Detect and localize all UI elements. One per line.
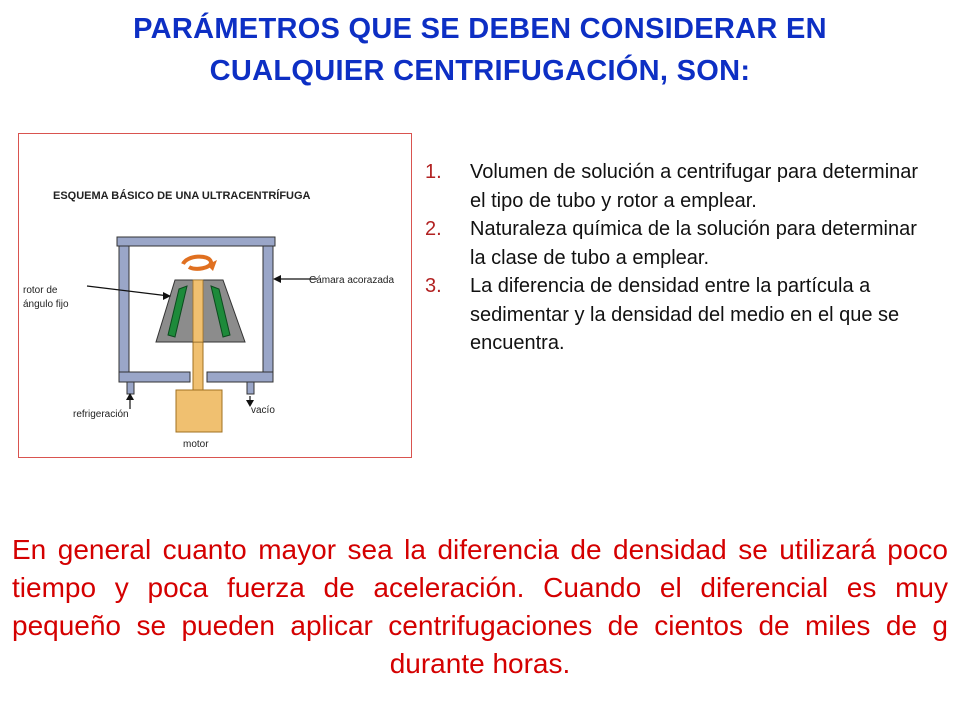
chamber-lid bbox=[117, 237, 275, 246]
refrigeration-pipe bbox=[127, 382, 134, 394]
label-rotor-2: ángulo fijo bbox=[23, 299, 69, 310]
ultracentrifuge-illustration bbox=[19, 134, 413, 459]
conclusion-paragraph: En general cuanto mayor sea la diferencia de densidad se utilizará poco tiempo y poca fuerza de aceleración. Cuando el diferencial es muy pequeño se pueden aplicar centrifugaciones de cientos de miles de g durante horas. bbox=[12, 534, 948, 679]
label-rotor-1: rotor de bbox=[23, 285, 58, 296]
list-number: 1. bbox=[425, 161, 442, 183]
rotor-hub bbox=[193, 280, 203, 342]
chamber-left-wall bbox=[119, 246, 129, 374]
vacuum-pipe bbox=[247, 382, 254, 394]
chamber-pointer-head bbox=[273, 275, 281, 283]
slide-title bbox=[60, 8, 900, 92]
list-item-text: La diferencia de densidad entre la partícula a sedimentar y la densidad del medio en el que se encuentra. bbox=[470, 275, 900, 354]
list-item bbox=[425, 215, 925, 272]
motor-block bbox=[176, 390, 222, 432]
list-item bbox=[425, 158, 925, 215]
list-item bbox=[425, 272, 925, 358]
rotation-arrow bbox=[183, 257, 211, 269]
title-line-1: PARÁMETROS QUE SE DEBEN CONSIDERAR EN bbox=[133, 13, 827, 45]
diagram-heading: ESQUEMA BÁSICO DE UNA ULTRACENTRÍFUGA bbox=[53, 190, 311, 202]
list-number: 2. bbox=[425, 218, 442, 240]
list-number: 3. bbox=[425, 275, 442, 297]
chamber-bottom-right bbox=[207, 372, 273, 382]
list-item-text: Volumen de solución a centrifugar para determinar el tipo de tubo y rotor a emplear. bbox=[470, 161, 919, 212]
chamber-right-wall bbox=[263, 246, 273, 374]
label-vacuum: vacío bbox=[251, 405, 275, 416]
title-line-2: CUALQUIER CENTRIFUGACIÓN, SON: bbox=[209, 55, 751, 87]
label-chamber: Cámara acorazada bbox=[309, 275, 395, 286]
label-refrigeration: refrigeración bbox=[73, 409, 129, 420]
chamber-bottom-left bbox=[119, 372, 190, 382]
ultracentrifuge-diagram bbox=[18, 133, 412, 458]
list-item-text: Naturaleza química de la solución para determinar la clase de tubo a emplear. bbox=[470, 218, 917, 269]
parameters-list bbox=[425, 158, 925, 358]
label-motor: motor bbox=[183, 439, 209, 450]
